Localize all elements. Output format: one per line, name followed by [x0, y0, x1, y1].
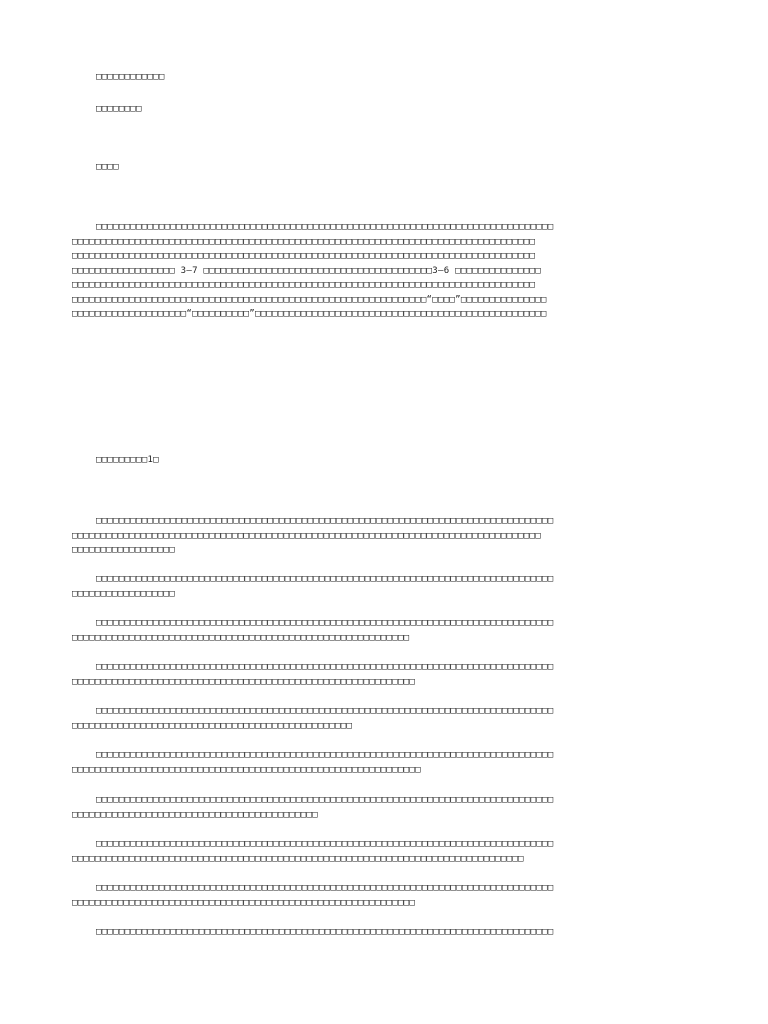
- text-line: □□□□□□□□□□□□□□□□□□□□□□□□□□□□□□□□□□□□□□□□□□□□□□□□□: [72, 720, 353, 731]
- text-line: □□□□□□□□□□□□□□□□□□□□□□□□□□□□□□□□□□□□□□□□□□□□□□□□□□□□□□□□□□□□□□□□□□□□□□□□□□□□□□□□□□: [72, 530, 541, 541]
- text-line: □□□□□□□□□□□□□□□□□□□□□□□□□□□□□□□□□□□□□□□□□□□□□□□□□□□□□□□□□□□: [72, 632, 410, 643]
- text-line: □□□□□□□□□□□□□□□□□□□□“□□□□□□□□□□”□□□□□□□□□□□□□□□□□□□□□□□□□□□□□□□□□□□□□□□□□□□□□□□□□□□: [72, 309, 547, 319]
- paragraph: [72, 748, 706, 777]
- subsection-title: □□□□□□□□□1□: [96, 455, 159, 465]
- paragraph: [72, 704, 706, 733]
- text-line: □□□□□□□□□□□□□□□□□□□□□□□□□□□□□□□□□□□□□□□□□□□□□□□□□□□□□□□□□□□□: [72, 676, 416, 687]
- text-line: □□□□□□□□□□□□□□□□□□□□□□□□□□□□□□□□□□□□□□□□□□□□□□□□□□□□□□□□□□□□□: [72, 764, 421, 775]
- intro-paragraph: [72, 220, 706, 322]
- text-line: □□□□□□□□□□□□□□□□□□□□□□□□□□□□□□□□□□□□□□□□□□□□□□□□□□□□□□□□□□□□□□□□□□□□□□□□□□□□□□□□: [96, 839, 554, 849]
- text-line: □□□□□□□□□□□□□□□□□□□□□□□□□□□□□□□□□□□□□□□□□□□□□□□□□□□□□□□□□□□□□□□□□□□□□□□□□□□□□□□□: [96, 618, 554, 628]
- text-line: □□□□□□□□□□□□□□□□□□□□□□□□□□□□□□□□□□□□□□□□□□□□□□□□□□□□□□□□□□□□□□□□□□□□□□□□□□□□□□□□: [96, 927, 554, 937]
- text-line: □□□□□□□□□□□□□□□□□□□□□□□□□□□□□□□□□□□□□□□□□□□□□□□□□□□□□□□□□□□□□□□□□□□□□□□□□□□□□□□□: [96, 516, 554, 526]
- text-line: □□□□□□□□□□□□□□□□□□□□□□□□□□□□□□□□□□□□□□□□□□□□□□□□□□□□□□□□□□□□□□□□□□□□□□□□□□□□□□□□□: [72, 236, 536, 247]
- text-line: □□□□□□□□□□□□□□□□□□□□□□□□□□□□□□□□□□□□□□□□□□□□□□□□□□□□□□□□□□□□□□□□□□□□□□□□□□□□□□□□: [96, 662, 554, 672]
- paragraph: [72, 793, 706, 822]
- paragraph: [72, 616, 706, 645]
- text-line: □□□□□□□□□□□□□□□□□□□□□□□□□□□□□□□□□□□□□□□□□□□□□□□□□□□□□□□□□□□□□□□□□□□□□□□□□□□□□□□□: [96, 706, 554, 716]
- text-line: □□□□□□□□□□□□□□□□□□□□□□□□□□□□□□□□□□□□□□□□□□□□□□□□□□□□□□□□□□□□□□□□□□□□□□□□□□□□□□□□: [96, 883, 554, 893]
- text-line: □□□□□□□□□□□□□□□□□□□□□□□□□□□□□□□□□□□□□□□□□□□□□□□□□□□□□□□□□□□□: [72, 897, 416, 908]
- text-line: □□□□□□□□□□□□□□□□□□: [72, 588, 175, 599]
- text-line: □□□□□□□□□□□□□□□□□□□□□□□□□□□□□□□□□□□□□□□□□□□□□□□□□□□□□□□□□□□□□□“□□□□”□□□□□□□□□□□□□□□: [72, 294, 547, 305]
- paragraph: [72, 514, 706, 558]
- paragraph: [72, 660, 706, 689]
- header-line-1: □□□□□□□□□□□□: [96, 72, 165, 82]
- paragraph: [72, 925, 706, 940]
- header-line-2: □□□□□□□□: [96, 104, 142, 114]
- text-line: □□□□□□□□□□□□□□□□□□ 3—7 □□□□□□□□□□□□□□□□□□□□□□□□□□□□□□□□□□□□□□□□3—6 □□□□□□□□□□□□□□□: [72, 265, 541, 276]
- text-line: □□□□□□□□□□□□□□□□□□□□□□□□□□□□□□□□□□□□□□□□□□□□□□□□□□□□□□□□□□□□□□□□□□□□□□□□□□□□□□□□: [96, 222, 554, 232]
- text-line: □□□□□□□□□□□□□□□□□□□□□□□□□□□□□□□□□□□□□□□□□□□□□□□□□□□□□□□□□□□□□□□□□□□□□□□□□□□□□□□□□: [72, 280, 536, 290]
- paragraph: [72, 572, 706, 601]
- section-title: □□□□: [96, 162, 119, 172]
- paragraph: [72, 881, 706, 910]
- text-line: □□□□□□□□□□□□□□□□□□□□□□□□□□□□□□□□□□□□□□□□□□□□□□□□□□□□□□□□□□□□□□□□□□□□□□□□□□□□□□□: [72, 853, 524, 864]
- text-line: □□□□□□□□□□□□□□□□□□□□□□□□□□□□□□□□□□□□□□□□□□□□□□□□□□□□□□□□□□□□□□□□□□□□□□□□□□□□□□□□□: [72, 251, 536, 261]
- text-line: □□□□□□□□□□□□□□□□□□: [72, 545, 175, 555]
- text-line: □□□□□□□□□□□□□□□□□□□□□□□□□□□□□□□□□□□□□□□□□□□□□□□□□□□□□□□□□□□□□□□□□□□□□□□□□□□□□□□□: [96, 750, 554, 760]
- text-line: □□□□□□□□□□□□□□□□□□□□□□□□□□□□□□□□□□□□□□□□□□□: [72, 809, 318, 820]
- text-line: □□□□□□□□□□□□□□□□□□□□□□□□□□□□□□□□□□□□□□□□□□□□□□□□□□□□□□□□□□□□□□□□□□□□□□□□□□□□□□□□: [96, 574, 554, 584]
- paragraph: [72, 837, 706, 866]
- text-line: □□□□□□□□□□□□□□□□□□□□□□□□□□□□□□□□□□□□□□□□□□□□□□□□□□□□□□□□□□□□□□□□□□□□□□□□□□□□□□□□: [96, 795, 554, 805]
